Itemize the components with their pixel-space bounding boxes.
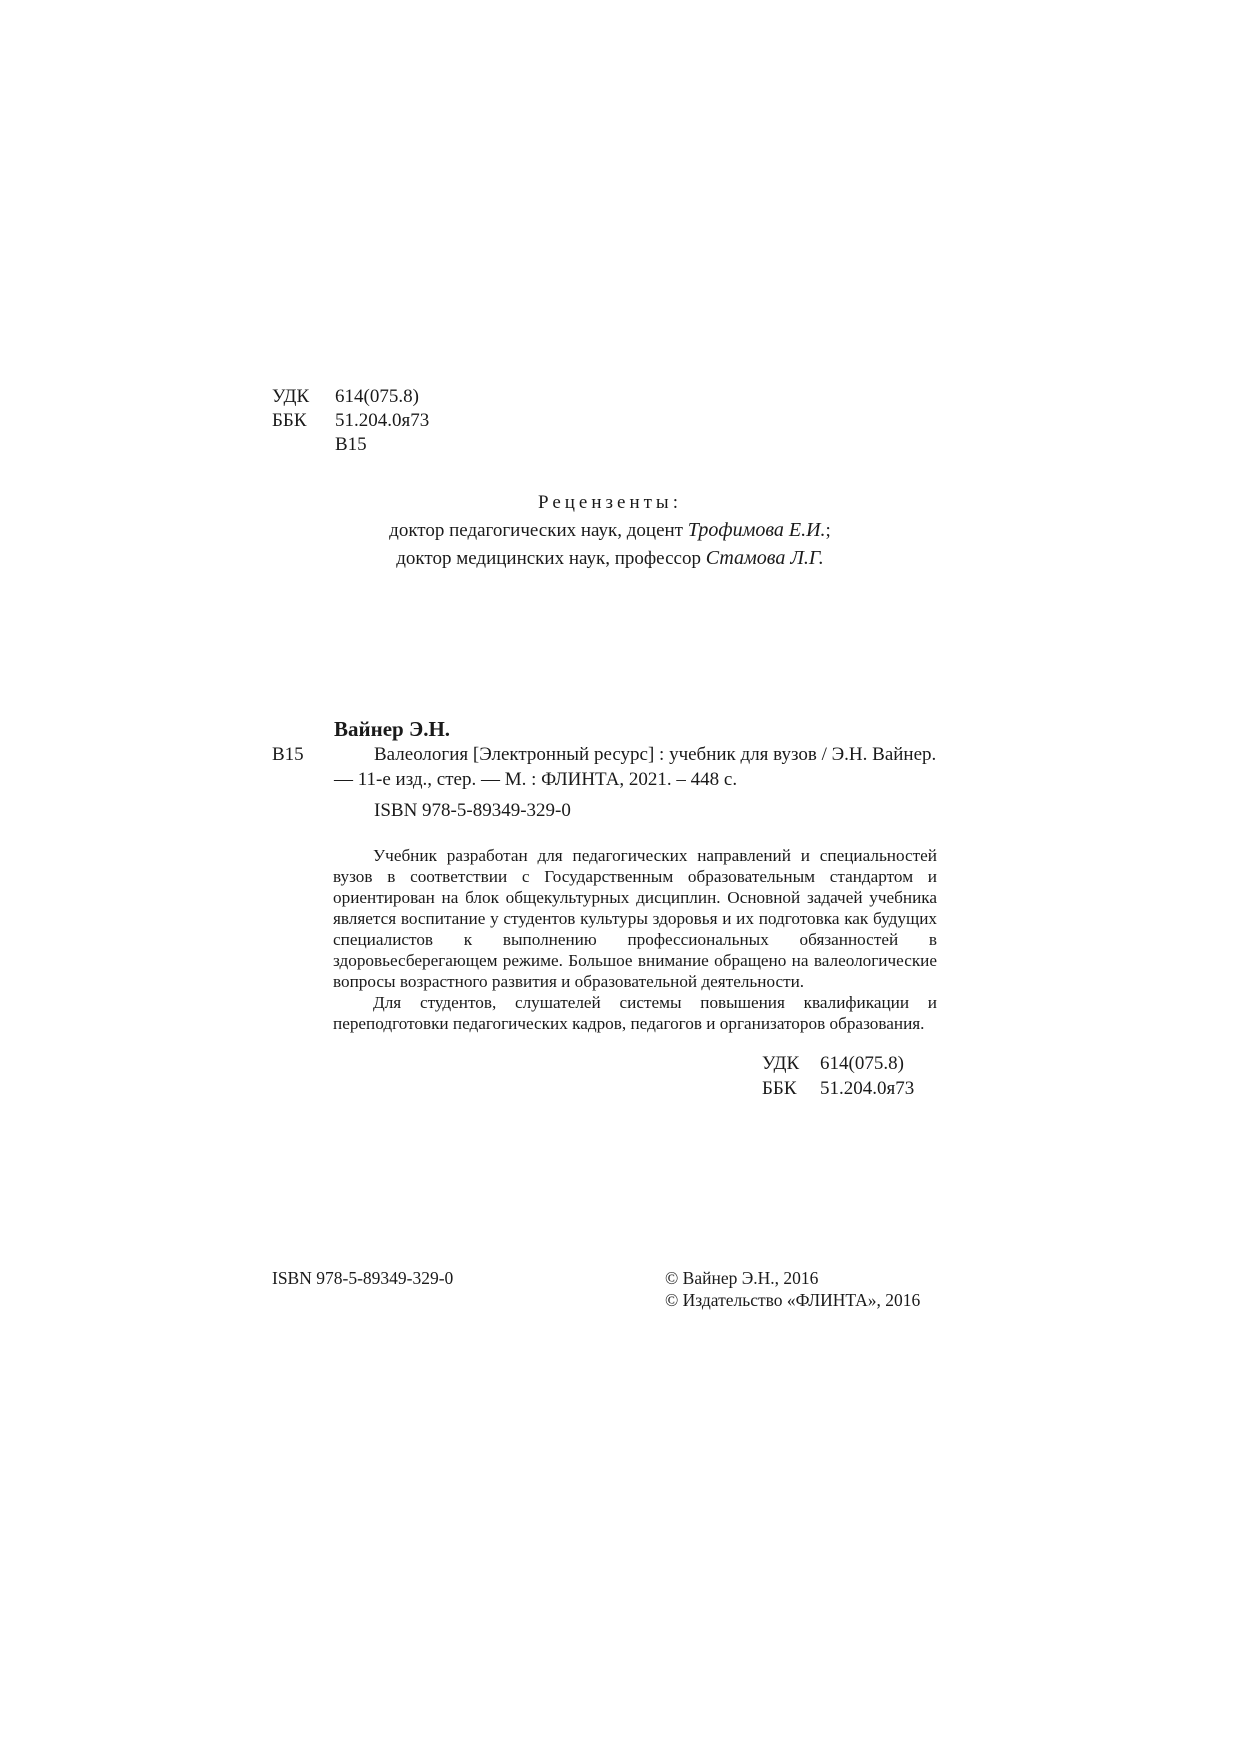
reviewer-2-name: Стамова Л.Г. (705, 547, 824, 569)
bibliographic-line-2: — 11-е изд., стер. — М. : ФЛИНТА, 2021. – 448 с. (334, 769, 738, 790)
annotation-paragraph-2: Для студентов, слушателей системы повышения квалификации и переподготовки педагогических кадров, педагогов и организаторов образования. (333, 993, 937, 1033)
reviewer-1-title: доктор педагогических наук, доцент (389, 520, 688, 541)
bbk-label-bottom: ББК (762, 1078, 797, 1099)
udk-label-bottom: УДК (762, 1053, 800, 1074)
reviewer-1-name: Трофимова Е.И. (687, 519, 826, 541)
copyright-author: © Вайнер Э.Н., 2016 (665, 1268, 819, 1288)
udk-value-bottom: 614(075.8) (820, 1053, 904, 1074)
bbk-value-bottom: 51.204.0я73 (820, 1078, 915, 1099)
reviewer-1-suffix: ; (825, 520, 831, 541)
udk-value: 614(075.8) (335, 386, 419, 407)
bibliographic-isbn: ISBN 978-5-89349-329-0 (374, 800, 571, 821)
annotation (333, 845, 937, 1034)
copyright-publisher: © Издательство «ФЛИНТА», 2016 (665, 1290, 921, 1310)
reviewers-block (340, 491, 880, 571)
bibliographic-line-1: Валеология [Электронный ресурс] : учебник для вузов / Э.Н. Вайнер. (374, 744, 937, 765)
bbk-value: 51.204.0я73 (335, 410, 430, 431)
bbk-label: ББК (272, 410, 307, 431)
top-classification (272, 385, 472, 461)
reviewer-2 (340, 546, 880, 571)
bottom-classification (762, 1052, 962, 1102)
footer-isbn: ISBN 978-5-89349-329-0 (272, 1268, 454, 1288)
reviewer-2-title: доктор медицинских наук, профессор (396, 548, 706, 569)
reviewers-heading: Рецензенты: (538, 492, 682, 513)
reviewer-1 (340, 518, 880, 543)
author-mark: В15 (335, 434, 367, 455)
bibliographic-author-mark: В15 (272, 744, 304, 765)
author-heading: Вайнер Э.Н. (334, 717, 451, 741)
udk-label: УДК (272, 386, 310, 407)
annotation-paragraph-1: Учебник разработан для педагогических направлений и специальностей вузов в соответствии с Государственным образовательным стандартом и ориентирован на блок общекультурных дисциплин. Основной задачей учебника является воспитание у студентов культуры здоровья и их подготовка как будущих специалистов к выполнению профессиональных обязанностей в здоровьесберегающем режиме. Большое внимание обращено на валеологические вопросы возрастного развития и образовательной деятельности. (333, 846, 937, 991)
